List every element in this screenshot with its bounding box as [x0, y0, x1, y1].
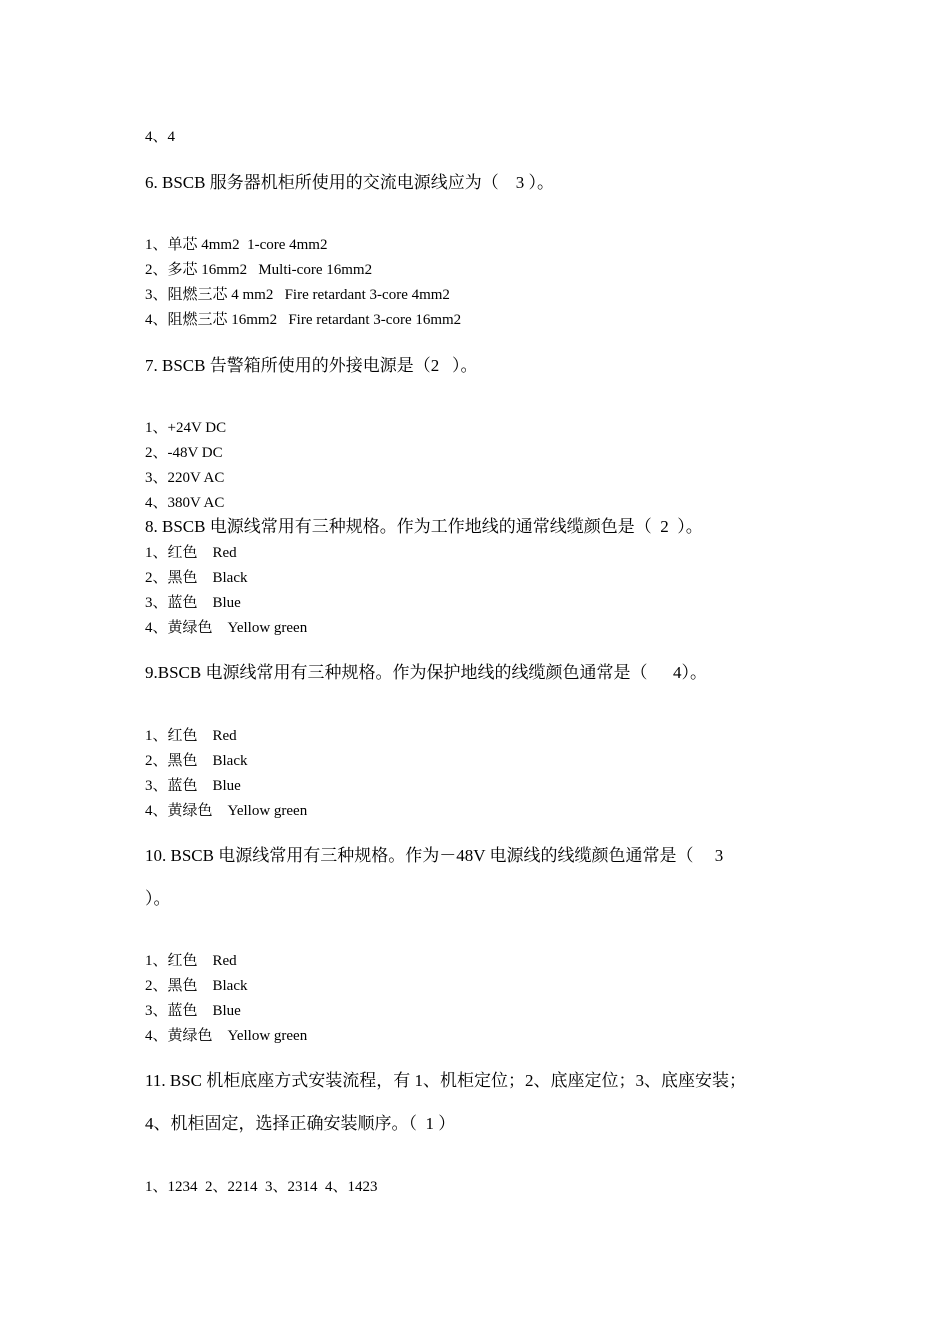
question-7-text: 7. BSCB 告警箱所使用的外接电源是（2 ）。 — [145, 356, 478, 375]
question-6-option-4: 4、阻燃三芯 16mm2 Fire retardant 3-core 16mm2 — [145, 312, 462, 328]
question-11-options: 1、1234 2、2214 3、2314 4、1423 — [145, 1179, 378, 1195]
question-6-option-1: 1、单芯 4mm2 1-core 4mm2 — [145, 237, 328, 253]
question-7-option-3: 3、220V AC — [145, 470, 225, 486]
question-9-text: 9.BSCB 电源线常用有三种规格。作为保护地线的线缆颜色通常是（ 4）。 — [145, 663, 707, 682]
question-7-option-4: 4、380V AC — [145, 495, 225, 511]
question-10-option-2: 2、黑色 Black — [145, 978, 248, 994]
question-11-text-line-2: 4、机柜固定，选择正确安装顺序。（ 1 ） — [145, 1114, 456, 1133]
question-9-option-3: 3、蓝色 Blue — [145, 778, 241, 794]
question-8-text: 8. BSCB 电源线常用有三种规格。作为工作地线的通常线缆颜色是（ 2 ）。 — [145, 517, 703, 536]
question-9-option-1: 1、红色 Red — [145, 728, 237, 744]
question-8-option-4: 4、黄绿色 Yellow green — [145, 620, 308, 636]
question-6-option-3: 3、阻燃三芯 4 mm2 Fire retardant 3-core 4mm2 — [145, 287, 450, 303]
question-9-option-4: 4、黄绿色 Yellow green — [145, 803, 308, 819]
question-8-option-3: 3、蓝色 Blue — [145, 595, 241, 611]
question-8-option-2: 2、黑色 Black — [145, 570, 248, 586]
question-7-option-1: 1、+24V DC — [145, 420, 227, 436]
question-6-text: 6. BSCB 服务器机柜所使用的交流电源线应为（ 3 ）。 — [145, 173, 554, 192]
question-10-text-line-1: 10. BSCB 电源线常用有三种规格。作为－48V 电源线的线缆颜色通常是（ 3 — [145, 846, 724, 865]
question-10-text-line-2: ）。 — [145, 889, 171, 908]
question-9-option-2: 2、黑色 Black — [145, 753, 248, 769]
question-10-option-3: 3、蓝色 Blue — [145, 1003, 241, 1019]
question-10-option-1: 1、红色 Red — [145, 953, 237, 969]
question-8-option-1: 1、红色 Red — [145, 545, 237, 561]
question-10-option-4: 4、黄绿色 Yellow green — [145, 1028, 308, 1044]
question-6-option-2: 2、多芯 16mm2 Multi-core 16mm2 — [145, 262, 373, 278]
question-11-text-line-1: 11. BSC 机柜底座方式安装流程，有 1、机柜定位；2、底座定位；3、底座安装； — [145, 1071, 747, 1090]
question-7-option-2: 2、-48V DC — [145, 445, 223, 461]
previous-answer: 4、4 — [145, 129, 176, 145]
